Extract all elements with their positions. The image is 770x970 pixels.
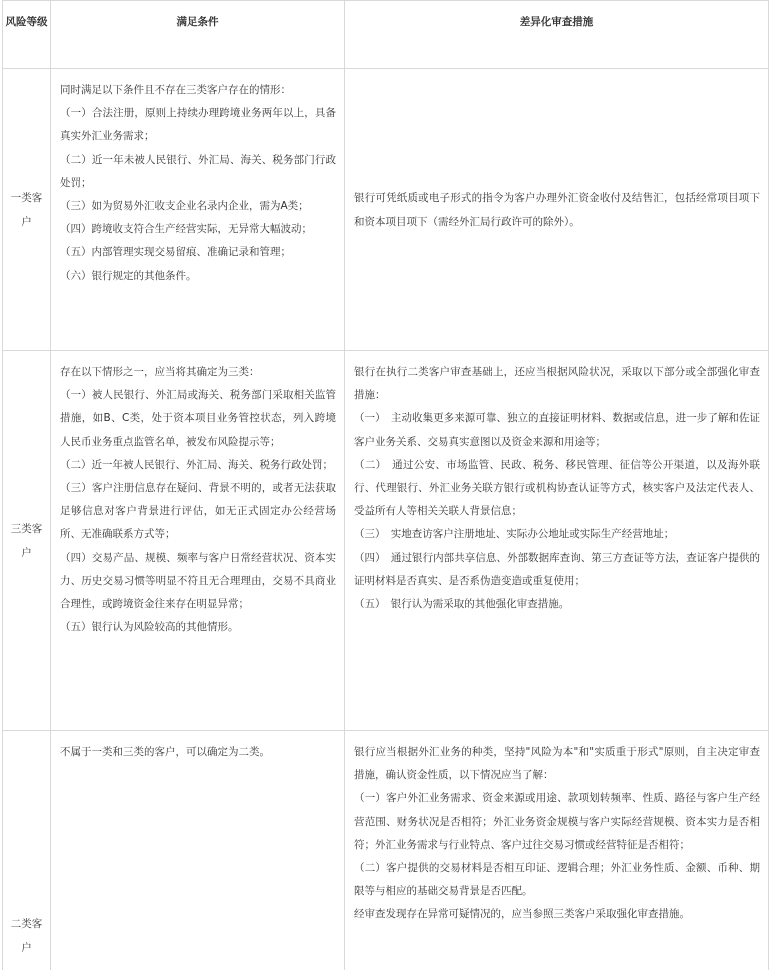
measures-cell — [345, 731, 769, 970]
condition-line: （一）被人民银行、外汇局或海关、税务部门采取相关监管措施，如B、C类，处于资本项目业务管控状态，列入跨境人民币业务重点监管名单，被发布风险提示等； — [60, 389, 336, 448]
measure-line: 银行在执行二类客户审查基础上，还应当根据风险状况，采取以下部分或全部强化审查措施： — [354, 366, 760, 402]
measure-line: （四） 通过银行内部共享信息、外部数据库查询、第三方查证等方法，查证客户提供的证明材料是否真实、是否系伪造变造或重复使用； — [354, 551, 760, 587]
measure-line: （二） 通过公安、市场监管、民政、税务、移民管理、征信等公开渠道，以及海外联行、代理银行、外汇业务关联方银行或机构协查认证等方式，核实客户及法定代表人、受益所有人等相关关联人背景信息； — [354, 458, 760, 518]
header-risk-level: 风险等级 — [3, 1, 51, 69]
condition-line: （五）内部管理实现交易留痕、准确记录和管理； — [60, 246, 291, 259]
measure-line: （一）客户外汇业务需求、资金来源或用途、款项划转频率、性质、路径与客户生产经营范围、财务状况是否相符；外汇业务资金规模与客户实际经营规模、资本实力是否相符；外汇业务需求与行业特点、客户过往交易习惯或经营特征是否相符； — [354, 792, 760, 851]
measure-line: （一） 主动收集更多来源可靠、独立的直接证明材料、数据或信息，进一步了解和佐证客户业务关系、交易真实意图以及资金来源和用途等； — [354, 412, 760, 448]
condition-line: （二）近一年被人民银行、外汇局、海关、税务行政处罚； — [60, 458, 333, 471]
risk-level-cell: 一类客户 — [3, 69, 51, 351]
condition-line: 不属于一类和三类的客户，可以确定为二类。 — [60, 746, 270, 758]
conditions-cell — [51, 731, 345, 970]
table-row-class-one — [3, 69, 769, 351]
condition-line: （四）跨境收支符合生产经营实际，无异常大幅波动； — [60, 223, 312, 236]
risk-level-cell: 三类客户 — [3, 351, 51, 731]
condition-line: （二）近一年未被人民银行、外汇局、海关、税务部门行政处罚； — [60, 153, 336, 189]
condition-line: 存在以下情形之一，应当将其确定为三类： — [60, 366, 260, 378]
table-row-class-three — [3, 351, 769, 731]
condition-line: （六）银行规定的其他条件。 — [60, 269, 197, 282]
risk-classification-table — [2, 0, 769, 970]
measure-line: （五） 银行认为需采取的其他强化审查措施。 — [354, 598, 570, 611]
measure-line: （二）客户提供的交易材料是否相互印证、逻辑合理；外汇业务性质、金额、币种、期限等与相应的基础交易背景是否匹配。 — [354, 862, 760, 898]
condition-line: （四）交易产品、规模、频率与客户日常经营状况、资本实力、历史交易习惯等明显不符且无合理理由，交易不具商业合理性，或跨境资金往来存在明显异常； — [60, 551, 336, 611]
measure-line: 经审查发现存在异常可疑情况的，应当参照三类客户采取强化审查措施。 — [354, 908, 690, 921]
header-conditions: 满足条件 — [51, 1, 345, 69]
table-header-row — [3, 1, 769, 69]
measures-cell — [345, 69, 769, 351]
conditions-cell — [51, 69, 345, 351]
measure-line: （三） 实地查访客户注册地址、实际办公地址或实际生产经营地址； — [354, 528, 675, 541]
condition-line: （五）银行认为风险较高的其他情形。 — [60, 621, 239, 634]
condition-line: （三）如为贸易外汇收支企业名录内企业，需为A类； — [60, 200, 309, 213]
condition-line: （三）客户注册信息存在疑问、背景不明的，或者无法获取足够信息对客户背景进行评估，如无正式固定办公经营场所、无准确联系方式等； — [60, 482, 336, 541]
condition-line: （一）合法注册，原则上持续办理跨境业务两年以上，具备真实外汇业务需求； — [60, 107, 336, 143]
risk-level-cell: 二类客户 — [3, 731, 51, 970]
table-row-class-two — [3, 731, 769, 970]
condition-line: 同时满足以下条件且不存在三类客户存在的情形： — [60, 84, 291, 96]
header-measures: 差异化审查措施 — [345, 1, 769, 69]
measure-line: 银行可凭纸质或电子形式的指令为客户办理外汇资金收付及结售汇，包括经常项目项下和资本项目项下（需经外汇局行政许可的除外）。 — [354, 192, 760, 228]
measure-line: 银行应当根据外汇业务的种类，坚持"风险为本"和"实质重于形式"原则，自主决定审查措施，确认资金性质，以下情况应当了解： — [354, 746, 760, 782]
measures-cell — [345, 351, 769, 731]
conditions-cell — [51, 351, 345, 731]
